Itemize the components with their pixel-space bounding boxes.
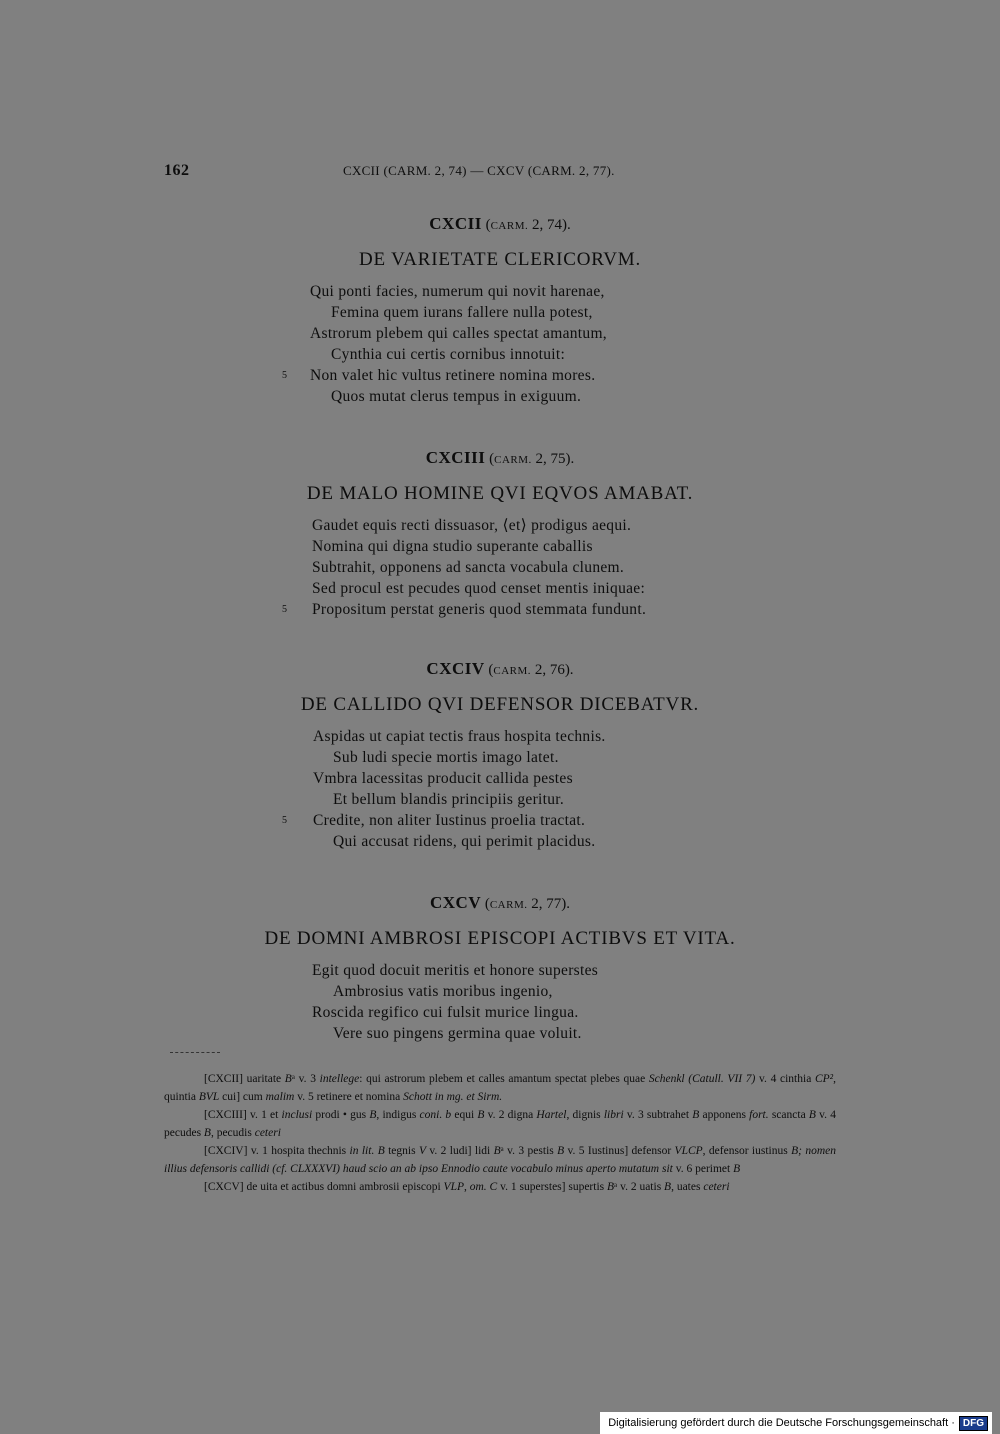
credit-text: Digitalisierung gefördert durch die Deutsche Forschungsgemeinschaft · [608, 1417, 955, 1429]
poem-number: CXCIII (CARM. 2, 75). [425, 448, 575, 467]
verse-line: Subtrahit, opponens ad sancta vocabula clunem. [312, 559, 625, 576]
verse-line: Et bellum blandis principiis geritur. [333, 791, 565, 808]
verse-line: Qui ponti facies, numerum qui novit harenae, [310, 283, 605, 300]
verse-line: Gaudet equis recti dissuasor, ⟨et⟩ prodigus aequi. [312, 517, 632, 534]
poem-cxciii [0, 447, 1000, 620]
dfg-logo: DFG [959, 1416, 988, 1431]
verse-list [0, 726, 1000, 852]
poem-cxcii [0, 213, 1000, 407]
verse-line: Vmbra lacessitas producit callida pestes [313, 770, 573, 787]
poem-title: DE CALLIDO QVI DEFENSOR DICEBATVR. [300, 694, 700, 715]
verse-line: Roscida regifico cui fulsit murice lingua. [312, 1004, 579, 1021]
verse-line: Femina quem iurans fallere nulla potest, [331, 304, 593, 321]
apparatus-note-cxciv: [CXCIV] v. 1 hospita thechnis in lit. B tegnis V v. 2 ludi] lidi Bᵃ v. 3 pestis B v. 5 Iustinus] defensor VLCP, defensor iustinus B; nomen illius defensoris callidi (cf. CLXXXVI) haud scio an ab ipso Ennodio caute vocabulo minus aperto mutatum sit v. 6 perimet B [164, 1145, 836, 1175]
verse-line: 5 Credite, non aliter Iustinus proelia tractat. [282, 812, 586, 829]
poem-number: CXCV (CARM. 2, 77). [429, 893, 570, 912]
poem-cxciv [0, 658, 1000, 852]
verse-number: 5 [282, 604, 288, 615]
poem-title: DE VARIETATE CLERICORVM. [359, 249, 641, 270]
verse-list [0, 281, 1000, 407]
verse-line: Qui accusat ridens, qui perimit placidus. [333, 833, 596, 850]
apparatus-note-cxcv: [CXCV] de uita et actibus domni ambrosii episcopi VLP, om. C v. 1 superstes] supertis Bᵃ v. 2 uatis B, uates ceteri [204, 1181, 730, 1193]
funding-credit [600, 1412, 992, 1434]
poem-title: DE DOMNI AMBROSI EPISCOPI ACTIBVS ET VITA. [264, 928, 736, 949]
poem-number: CXCII (CARM. 2, 74). [429, 214, 571, 233]
verse-number: 5 [282, 370, 288, 381]
verse-line: Aspidas ut capiat tectis fraus hospita technis. [313, 728, 606, 745]
poem-number: CXCIV (CARM. 2, 76). [426, 659, 574, 678]
verse-line: Egit quod docuit meritis et honore superstes [312, 962, 599, 979]
verse-list [0, 515, 1000, 620]
footnote-rule [170, 1052, 220, 1053]
verse-line: Sub ludi specie mortis imago latet. [333, 749, 559, 766]
verse-line: Astrorum plebem qui calles spectat amantum, [310, 325, 607, 342]
verse-line: Sed procul est pecudes quod censet mentis iniquae: [312, 580, 646, 597]
verse-line: Nomina qui digna studio superante caballis [312, 538, 593, 555]
running-head [0, 162, 1000, 182]
verse-line: 5 Non valet hic vultus retinere nomina mores. [282, 367, 596, 384]
page-number: 162 [164, 162, 190, 179]
verse-line: Ambrosius vatis moribus ingenio, [333, 983, 553, 1000]
running-title: CXCII (CARM. 2, 74) — CXCV (CARM. 2, 77). [343, 163, 615, 178]
apparatus-note-cxciii: [CXCIII] v. 1 et inclusi prodi • gus B, indigus coni. b equi B v. 2 digna Hartel, dignis libri v. 3 subtrahet B apponens fort. scancta B v. 4 pecudes B, pecudis ceteri [164, 1109, 836, 1139]
verse-line: Cynthia cui certis cornibus innotuit: [331, 346, 566, 363]
critical-apparatus [164, 1070, 836, 1196]
verse-line: Quos mutat clerus tempus in exiguum. [331, 388, 582, 405]
apparatus-note-cxcii: [CXCII] uaritate Bᵃ v. 3 intellege: qui astrorum plebem et calles amantum spectat plebes quae Schenkl (Catull. VII 7) v. 4 cinthia CP², quintia BVL cui] cum malim v. 5 retinere et nomina Schott in mg. et Sirm. [164, 1073, 837, 1103]
verse-line: Vere suo pingens germina quae voluit. [333, 1025, 582, 1042]
verse-list [0, 960, 1000, 1044]
poem-title: DE MALO HOMINE QVI EQVOS AMABAT. [306, 483, 694, 504]
poem-cxcv [0, 892, 1000, 1044]
verse-number: 5 [282, 815, 288, 826]
verse-line: 5 Propositum perstat generis quod stemmata fundunt. [282, 601, 647, 618]
